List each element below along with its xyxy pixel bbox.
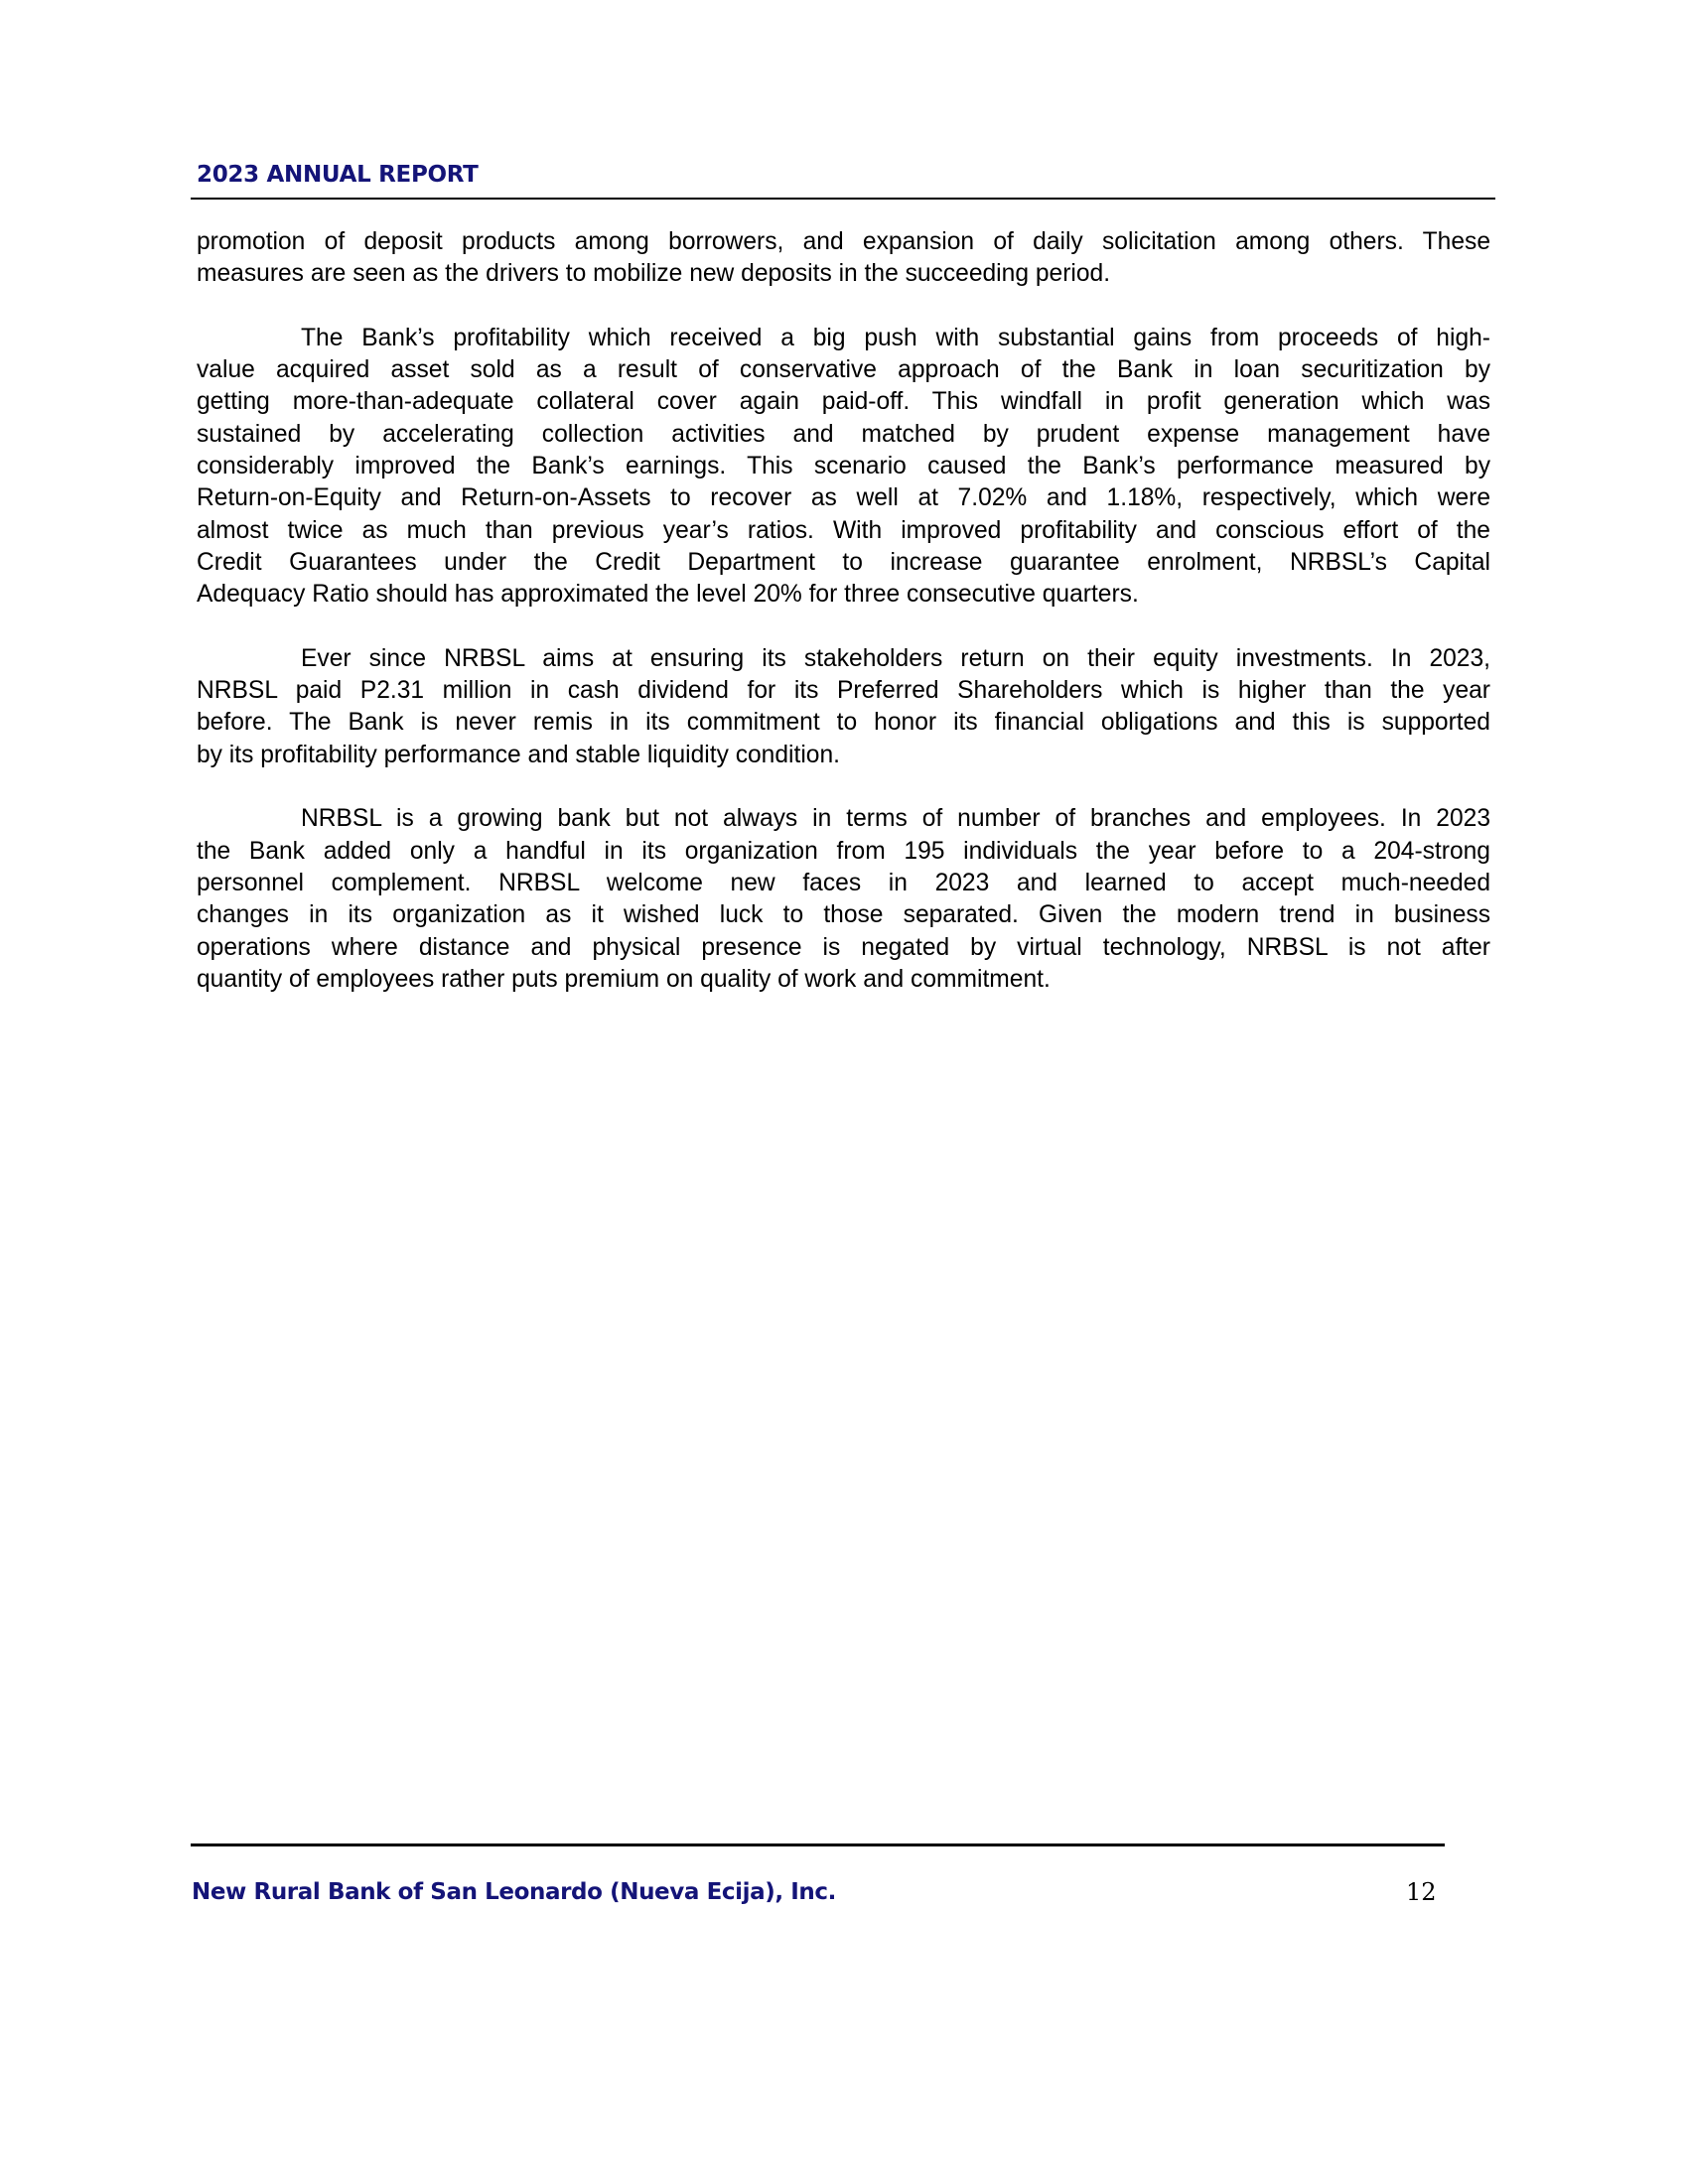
footer-organization-name: New Rural Bank of San Leonardo (Nueva Ecija), Inc.: [192, 1879, 836, 1905]
text-line: Ever since NRBSL aims at ensuring its stakeholders return on their equity investments. In 2023,: [301, 644, 1490, 672]
text-line: NRBSL paid P2.31 million in cash dividend for its Preferred Shareholders which is higher than the year: [197, 677, 1490, 705]
report-title: 2023 ANNUAL REPORT: [197, 162, 479, 188]
text-line: Credit Guarantees under the Credit Department to increase guarantee enrolment, NRBSL’s Capital: [197, 548, 1490, 576]
text-line: personnel complement. NRBSL welcome new faces in 2023 and learned to accept much-needed: [197, 869, 1490, 896]
text-line: value acquired asset sold as a result of conservative approach of the Bank in loan securitization by: [197, 356, 1490, 384]
text-line: quantity of employees rather puts premium on quality of work and commitment.: [197, 965, 1051, 993]
text-line: changes in its organization as it wished luck to those separated. Given the modern trend in business: [197, 901, 1490, 929]
paragraph-deposits: [197, 226, 1490, 291]
paragraph-dividends: [197, 643, 1490, 771]
text-line: the Bank added only a handful in its organization from 195 individuals the year before to a 204-strong: [197, 837, 1490, 865]
text-line: operations where distance and physical presence is negated by virtual technology, NRBSL is not after: [197, 933, 1490, 961]
text-line: measures are seen as the drivers to mobilize new deposits in the succeeding period.: [197, 260, 1111, 288]
text-line: almost twice as much than previous year’s ratios. With improved profitability and conscious effort of the: [197, 516, 1490, 544]
text-line: before. The Bank is never remis in its commitment to honor its financial obligations and this is supported: [197, 709, 1490, 737]
footer-divider: [191, 1843, 1445, 1846]
page-number: 12: [1406, 1878, 1437, 1906]
text-line: promotion of deposit products among borrowers, and expansion of daily solicitation among others. These: [197, 228, 1490, 255]
text-line: Adequacy Ratio should has approximated the level 20% for three consecutive quarters.: [197, 581, 1139, 609]
paragraph-profitability: [197, 323, 1490, 612]
text-line: considerably improved the Bank’s earnings. This scenario caused the Bank’s performance measured by: [197, 453, 1490, 480]
text-line: sustained by accelerating collection activities and matched by prudent expense management have: [197, 420, 1490, 448]
header-divider: [191, 198, 1495, 200]
text-line: The Bank’s profitability which received a big push with substantial gains from proceeds of high-: [301, 324, 1490, 351]
text-line: NRBSL is a growing bank but not always in terms of number of branches and employees. In 2023: [301, 805, 1490, 833]
text-line: getting more-than-adequate collateral cover again paid-off. This windfall in profit generation which was: [197, 388, 1490, 416]
paragraph-personnel: [197, 803, 1490, 996]
text-line: Return-on-Equity and Return-on-Assets to recover as well at 7.02% and 1.18%, respectively, which were: [197, 484, 1490, 512]
body-text: [197, 226, 1490, 1027]
text-line: by its profitability performance and stable liquidity condition.: [197, 741, 840, 768]
